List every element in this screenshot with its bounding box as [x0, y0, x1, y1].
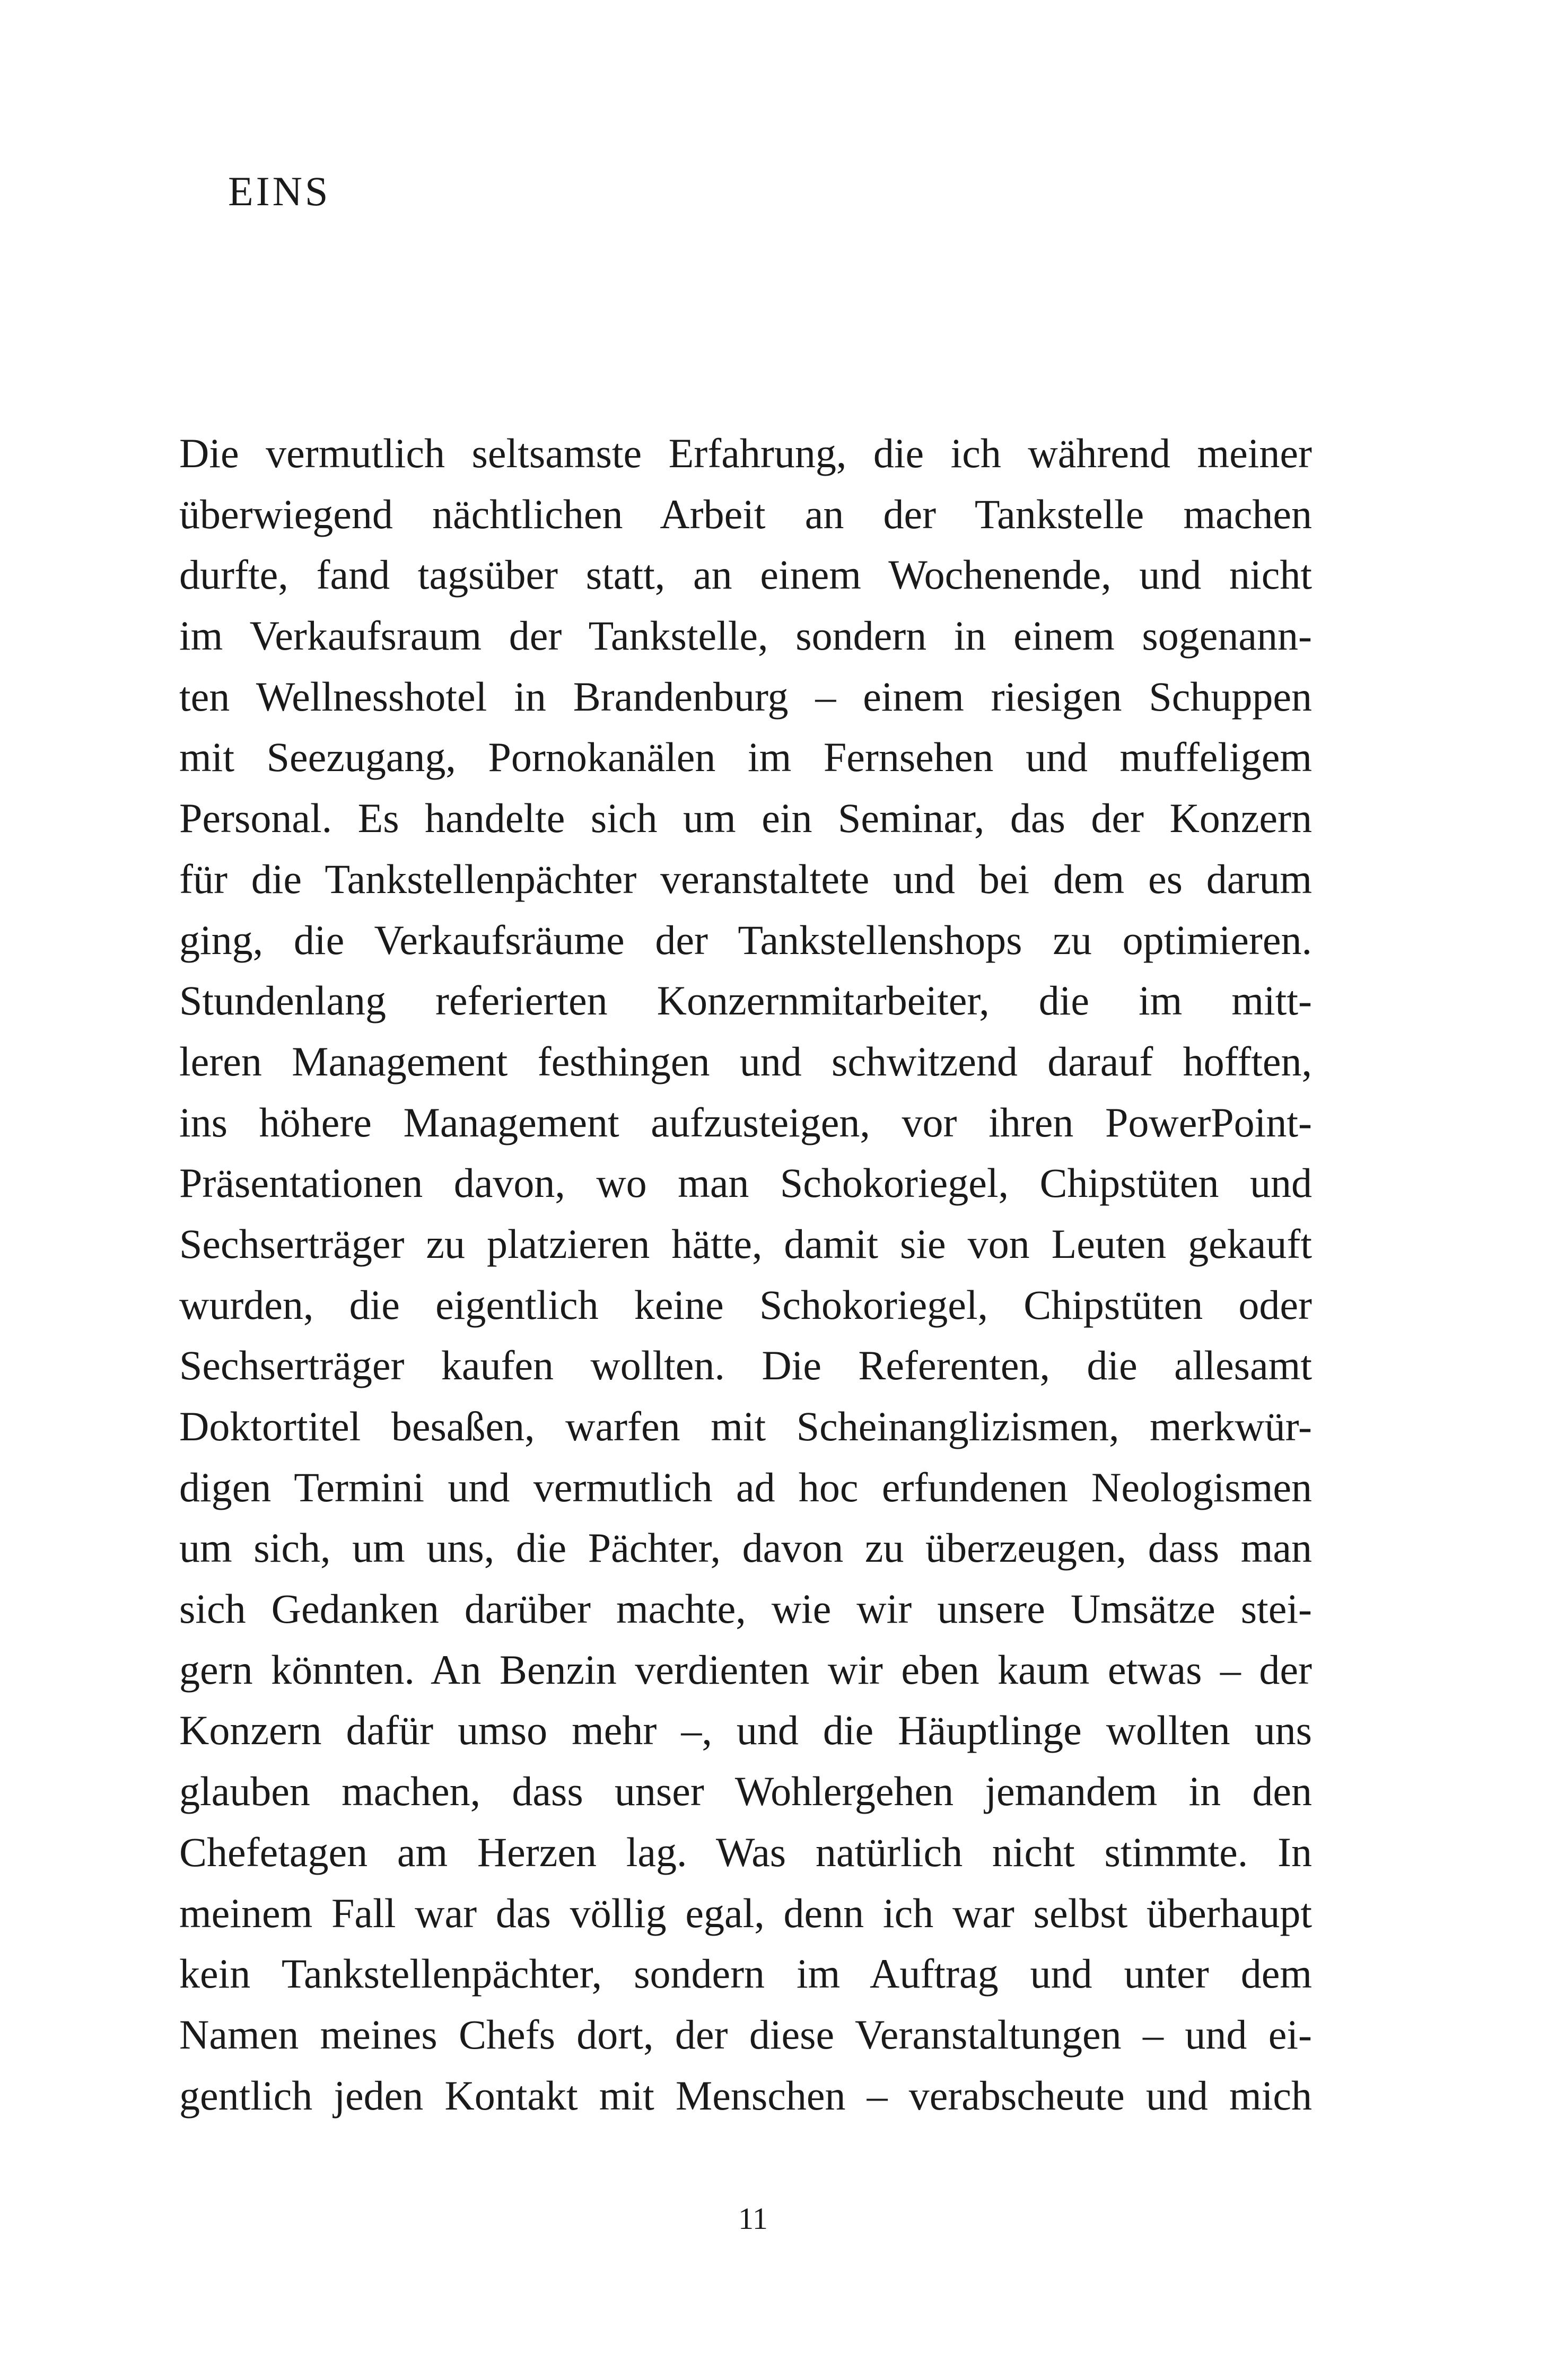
chapter-heading: EINS	[228, 168, 331, 214]
text-line: kein Tankstellenpächter, sondern im Auftrag und unter dem	[179, 1950, 1312, 1997]
text-line: Sechserträger kaufen wollten. Die Referenten, die allesamt	[179, 1342, 1312, 1389]
text-line: Stundenlang referierten Konzernmitarbeiter, die im mitt-	[179, 977, 1312, 1024]
text-line: wurden, die eigentlich keine Schokoriegel, Chipstüten oder	[179, 1281, 1312, 1328]
text-line: Personal. Es handelte sich um ein Seminar, das der Konzern	[179, 795, 1312, 842]
text-line: gern könnten. An Benzin verdienten wir eben kaum etwas – der	[179, 1646, 1312, 1693]
text-line: Konzern dafür umso mehr –, und die Häuptlinge wollten uns	[179, 1707, 1312, 1754]
text-line: ging, die Verkaufsräume der Tankstellenshops zu optimieren.	[179, 916, 1312, 963]
page-number: 11	[738, 2201, 768, 2236]
text-line: ten Wellnesshotel in Brandenburg – einem riesigen Schuppen	[179, 673, 1312, 720]
text-line: Chefetagen am Herzen lag. Was natürlich nicht stimmte. In	[179, 1828, 1312, 1875]
text-line: durfte, fand tagsüber statt, an einem Wochenende, und nicht	[179, 552, 1312, 598]
text-line: um sich, um uns, die Pächter, davon zu überzeugen, dass man	[179, 1525, 1312, 1571]
text-line: mit Seezugang, Pornokanälen im Fernsehen und muffeligem	[179, 734, 1312, 781]
text-line: glauben machen, dass unser Wohlergehen jemandem in den	[179, 1768, 1312, 1815]
text-line: überwiegend nächtlichen Arbeit an der Tankstelle machen	[179, 491, 1312, 537]
text-line: Namen meines Chefs dort, der diese Veranstaltungen – und ei-	[179, 2011, 1312, 2058]
text-line: Sechserträger zu platzieren hätte, damit sie von Leuten gekauft	[179, 1220, 1312, 1267]
text-line: Die vermutlich seltsamste Erfahrung, die ich während meiner	[179, 430, 1312, 476]
text-line: gentlich jeden Kontakt mit Menschen – verabscheute und mich	[179, 2072, 1312, 2119]
text-line: meinem Fall war das völlig egal, denn ich war selbst überhaupt	[179, 1889, 1312, 1936]
body-text	[179, 423, 1312, 2126]
text-line: leren Management festhingen und schwitzend darauf hofften,	[179, 1038, 1312, 1084]
text-line: digen Termini und vermutlich ad hoc erfundenen Neologismen	[179, 1464, 1312, 1510]
text-line: für die Tankstellenpächter veranstaltete und bei dem es darum	[179, 855, 1312, 902]
text-line: ins höhere Management aufzusteigen, vor ihren PowerPoint-	[179, 1099, 1312, 1145]
text-line: Präsentationen davon, wo man Schokoriegel, Chipstüten und	[179, 1160, 1312, 1206]
text-line: im Verkaufsraum der Tankstelle, sondern in einem sogenann-	[179, 612, 1312, 659]
text-line: Doktortitel besaßen, warfen mit Scheinanglizismen, merkwür-	[179, 1403, 1312, 1449]
text-line: sich Gedanken darüber machte, wie wir unsere Umsätze stei-	[179, 1586, 1312, 1632]
